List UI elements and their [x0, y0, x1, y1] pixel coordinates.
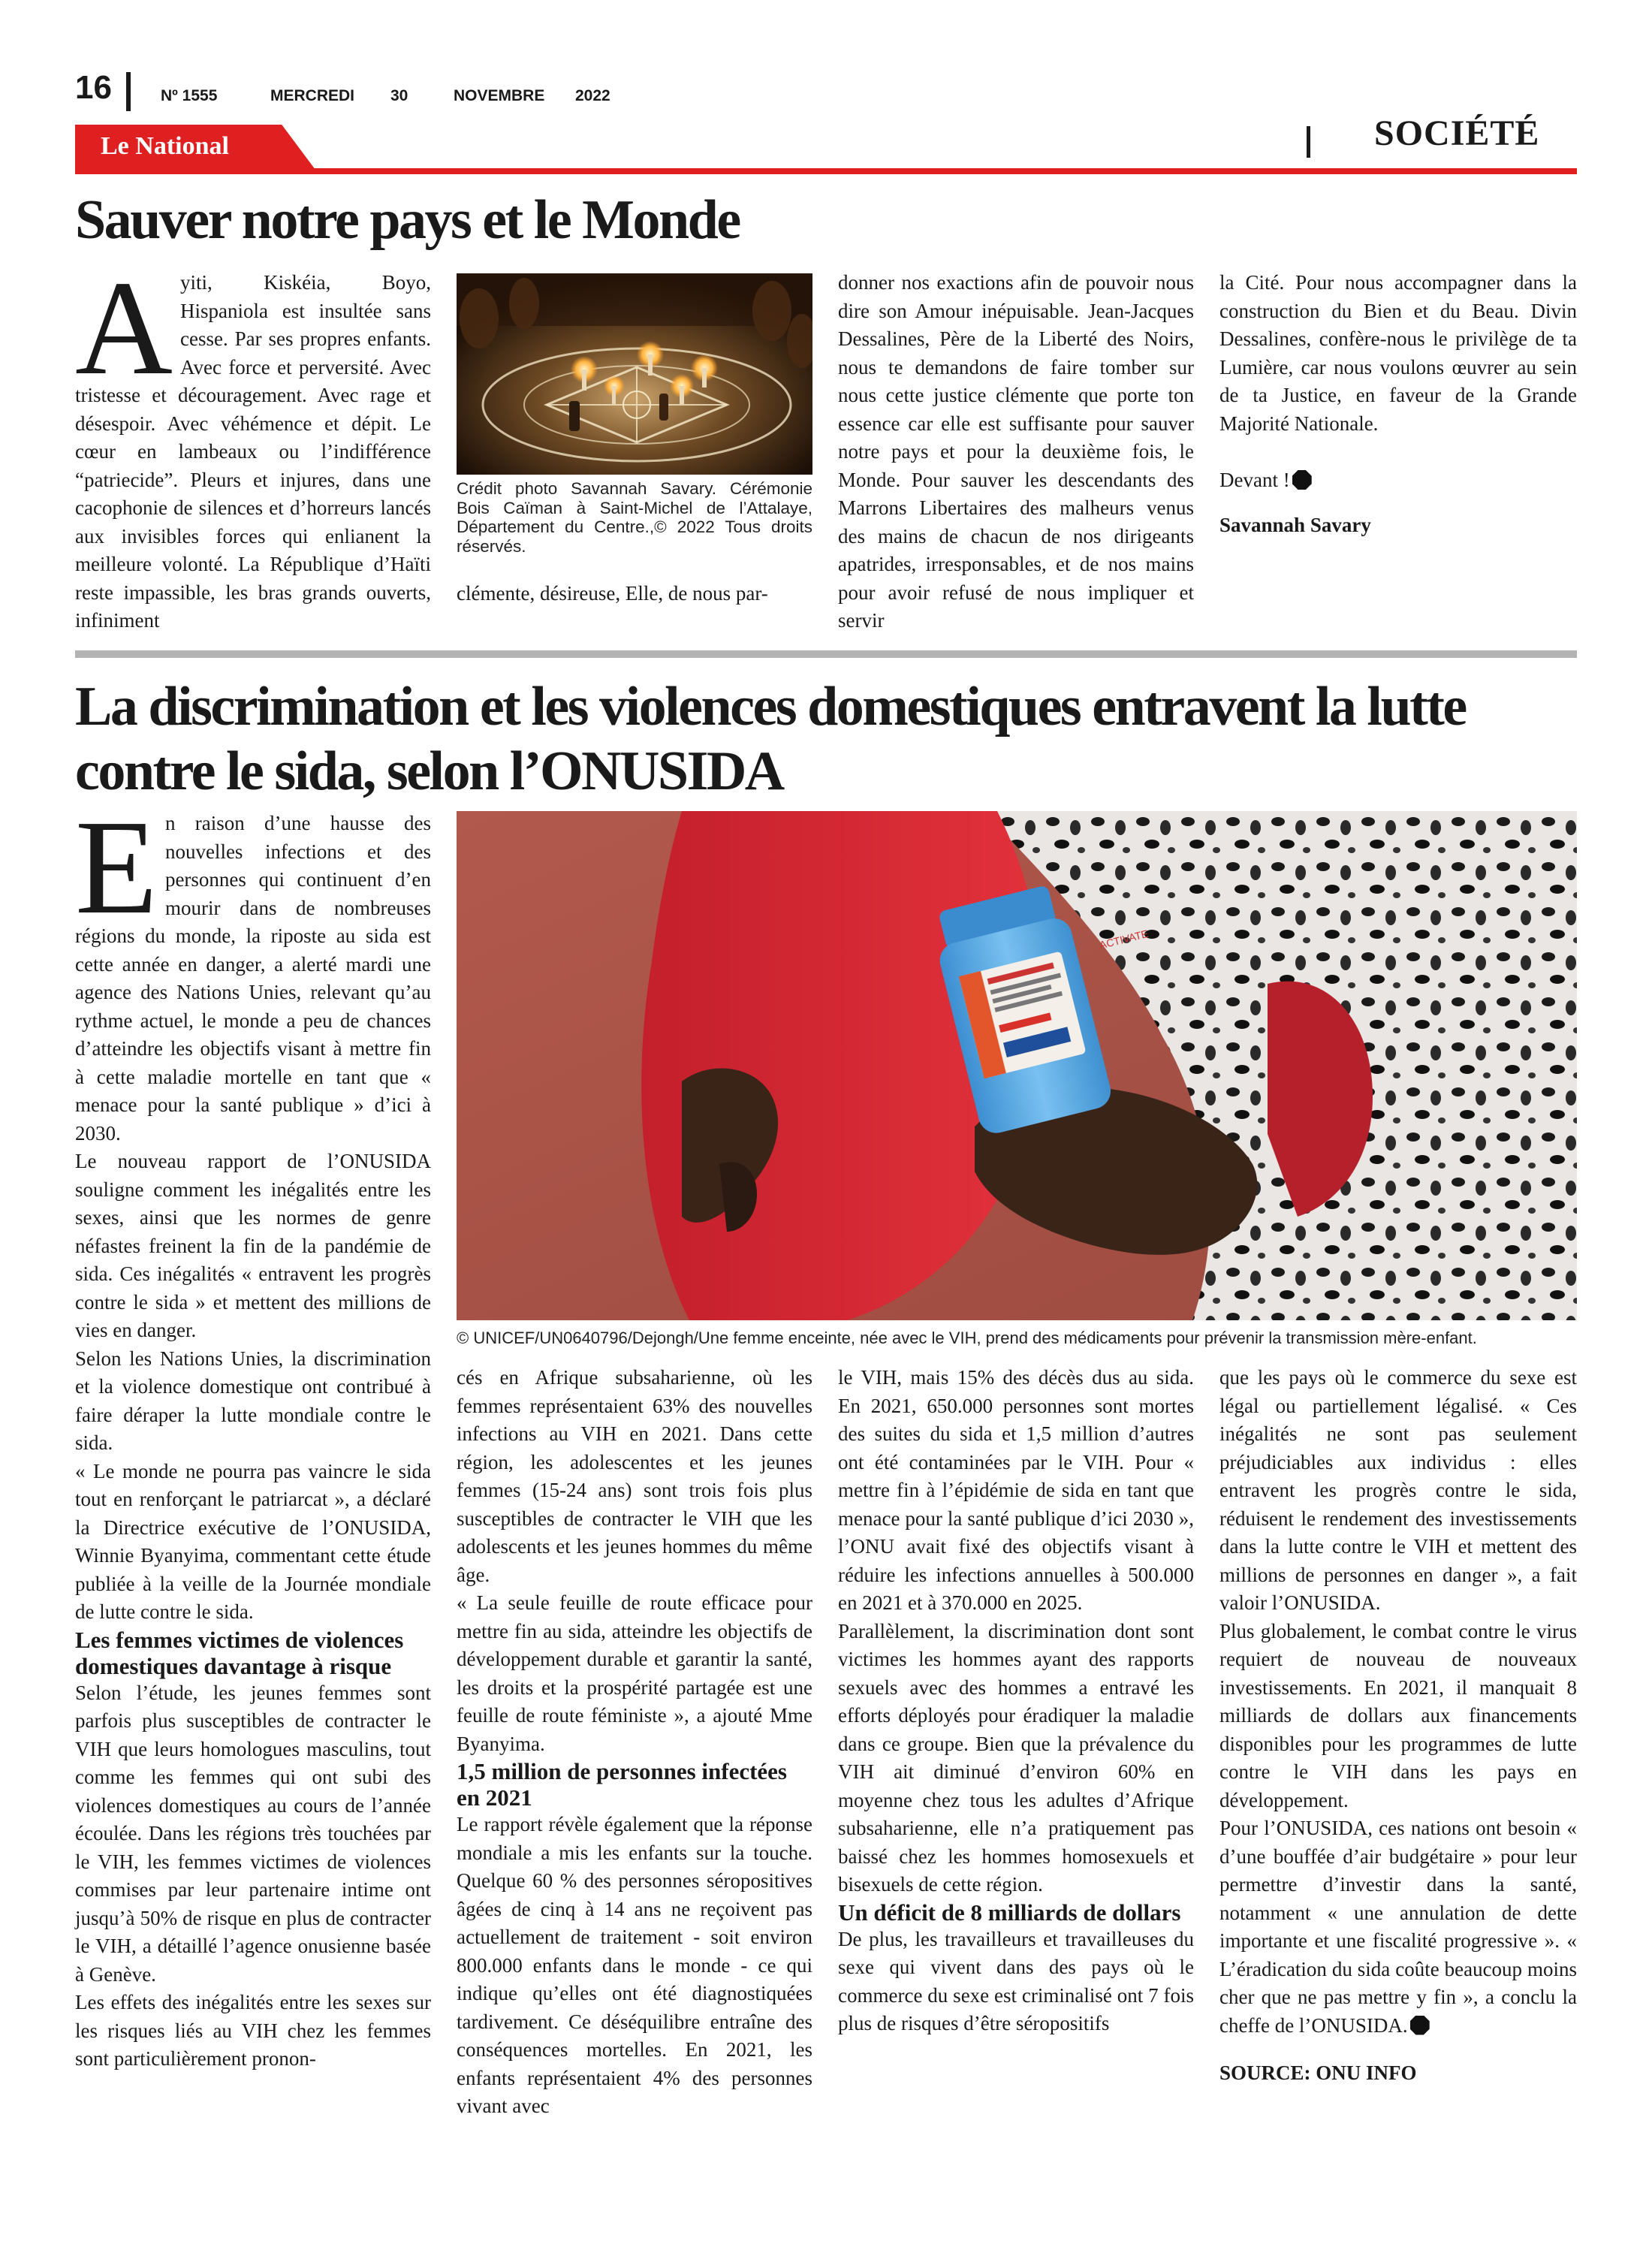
article2-subhead-1: Les femmes victimes de violences domestiques davantage à risque	[75, 1626, 404, 1679]
page-number: 16	[75, 69, 112, 106]
end-mark-icon	[1292, 470, 1312, 490]
ceremony-photo-caption: Crédit photo Savannah Savary. Cérémonie Bois Caïman à Saint-Michel de l’Attalaye, Département du Centre.,© 2022 Tous droits réservés.	[457, 479, 812, 556]
article2-col3-p3: De plus, les travailleurs et travailleuses du sexe qui vivent dans des pays où le commerce du sexe est criminalisé ont 7 fois plus de risques d’être séropositifs	[838, 1927, 1194, 2034]
article1-column-4	[1219, 269, 1577, 539]
article2-source: SOURCE: ONU INFO	[1219, 2061, 1417, 2084]
article2-col1-p3: Selon les Nations Unies, la discrimination et la violence domestique ont contribué à faire déraper la lutte mondiale contre le sida.	[75, 1347, 431, 1454]
article1-closing: Devant !	[1219, 469, 1290, 491]
article2-col4-p3: Pour l’ONUSIDA, ces nations ont besoin « d’une bouffée d’air budgétaire » pour leur permettre d’investir dans la santé, notamment « une annulation de dette importante et une fiscalité progressive ». « L’éradication du sida coûte beaucoup moins cher que ne pas mettre y fin », a conclu la cheffe de l’ONUSIDA.	[1219, 1817, 1577, 2037]
article1-col1-text: yiti, Kiskéia, Boyo, Hispaniola est insultée sans cesse. Par ses propres enfants. Avec force et perversité. Avec tristesse et découragement. Avec rage et désespoir. Avec véhémence et dépit. Le cœur en lambeaux ou l’indifférence “patriecide”. Pleurs et injures, dans une cacophonie de silences et d’horreurs lancés aux invisibles forces qui enlianent la meilleure volonté. La République d’Haïti reste impassible, les bras grands ouverts, infiniment	[75, 271, 431, 632]
header-rule	[75, 168, 1577, 174]
article1-column-3	[838, 269, 1194, 635]
issue-year: 2022	[575, 87, 610, 104]
article1-col2-text: clémente, désireuse, Elle, de nous par-	[457, 582, 768, 605]
article2-col3-p2: Parallèlement, la discrimination dont sont victimes les hommes ayant des rapports sexuels avec des hommes a entravé les efforts déployés pour éradiquer la maladie dans ce groupe. Bien que la prévalence du VIH ait diminué d’environ 60% en moyenne chez tous les adultes d’Afrique subsaharienne, elle n’a pratiquement pas baissé chez les hommes homosexuels et bisexuels de cette région.	[838, 1619, 1194, 1896]
article1-column-1	[75, 253, 431, 635]
brand-name: Le National	[101, 132, 229, 160]
article2-title: La discrimination et les violences domestiques entravent la lutte contre le sida, selon l’ONUSIDA	[75, 676, 1466, 802]
article1-column-2	[457, 580, 812, 608]
article2-col2-p3: Le rapport révèle également que la réponse mondiale a mis les enfants sur la touche. Quelque 60 % des personnes séropositives âgées de cinq à 14 ans ne reçoivent pas actuellement de traitement - soit environ 800.000 enfants dans le monde - ce qui indique qu’elles ont été diagnostiquées tardivement. Ce déséquilibre entraîne des conséquences mortelles. En 2021, les enfants représentaient 4% des personnes vivant avec	[457, 1813, 812, 2117]
article2-column-3	[838, 1364, 1194, 2038]
issue-number: Nº 1555	[161, 87, 218, 104]
article2-dropcap: E	[75, 792, 158, 942]
article-separator	[75, 650, 1577, 658]
article1-title: Sauver notre pays et le Monde	[75, 189, 740, 251]
issue-day: 30	[390, 87, 408, 104]
article2-col1-p4: « Le monde ne pourra pas vaincre le sida tout en renforçant le patriarcat », a déclaré la Directrice exécutive de l’ONUSIDA, Winnie Byanyima, commentant cette étude publiée à la veille de la Journée mondiale de lutte contre le sida.	[75, 1459, 431, 1623]
pregnant-woman-photo-caption: © UNICEF/UN0640796/Dejongh/Une femme enceinte, née avec le VIH, prend des médicaments pour prévenir la transmission mère-enfant.	[457, 1329, 1477, 1347]
article2-col3-p1: le VIH, mais 15% des décès dus au sida. En 2021, 650.000 personnes sont mortes des suites du sida et 1,5 million d’autres ont été contaminées par le VIH. Pour « mettre fin à l’épidémie de sida en tant que menace pour la santé publique d’ici 2030 », l’ONU avait fixé des objectifs visant à réduire les infections annuelles à 500.000 en 2021 et à 370.000 en 2025.	[838, 1366, 1194, 1614]
article2-column-4	[1219, 1364, 1577, 2088]
article1-col4-text: la Cité. Pour nous accompagner dans la construction du Bien et du Beau. Divin Dessalines, confère-nous le privilège de ta Lumière, car nous voulons œuvrer au sein de ta Justice, en faveur de la Grande Majorité Nationale.	[1219, 271, 1577, 435]
article2-col1-p1: n raison d’une hausse des nouvelles infections et des personnes qui continuent d’en mourir dans de nombreuses régions du monde, la riposte au sida est cette année en danger, a alerté mardi une agence des Nations Unies, relevant qu’au rythme actuel, le monde a peu de chances d’atteindre les objectifs visant à mettre fin à cette maladie mortelle en tant que « menace pour la santé publique » d’ici à 2030.	[75, 812, 431, 1145]
article2-column-1	[75, 792, 431, 2074]
article2-col1-p6: Les effets des inégalités entre les sexes sur les risques liés au VIH chez les femmes sont particulièrement pronon-	[75, 1991, 431, 2070]
section-separator	[1307, 126, 1310, 158]
pregnant-woman-photo	[457, 811, 1577, 1320]
article1-col3-text: donner nos exactions afin de pouvoir nous dire son Amour inépuisable. Jean-Jacques Dessalines, Père de la Liberté des Noirs, nous te demandons de faire tomber sur nous cette justice clémente que porte ton essence car elle est suffisante pour sauver notre pays et pour la deuxième fois, le Monde. Pour sauver les descendants des Marrons Libertaires des malheurs venus des mains de chacun de nos dirigeants apatrides, irresponsables, et de nos mains pour avoir refusé de nous impliquer et servir	[838, 271, 1194, 632]
medication-bottle-image	[457, 811, 1577, 1320]
article2-col1-p5: Selon l’étude, les jeunes femmes sont parfois plus susceptibles de contracter le VIH que leurs homologues masculins, tout comme les femmes qui ont subi des violences domestiques au cours de l’année écoulée. Dans les régions très touchées par le VIH, les femmes victimes de violences commises par leur partenaire intime ont jusqu’à 50% de risque en plus de contracter le VIH, a détaillé l’agence onusienne basée à Genève.	[75, 1681, 431, 1986]
bottle-label-text: ACTIVATE	[1098, 927, 1150, 952]
article2-subhead-3: Un déficit de 8 milliards de dollars	[838, 1899, 1181, 1926]
article1-author: Savannah Savary	[1219, 513, 1371, 536]
article2-col2-p2: « La seule feuille de route efficace pour mettre fin au sida, atteindre les objectifs de développement durable et garantir la santé, les droits et la prospérité partagée est une feuille de route féministe », a ajouté Mme Byanyima.	[457, 1591, 812, 1755]
article2-col4-p2: Plus globalement, le combat contre le virus requiert de nouveau de nouveaux investissements. En 2021, il manquait 8 milliards de dollars aux financements disponibles pour les programmes de lutte contre le VIH dans les pays en développement.	[1219, 1619, 1577, 1811]
article2-col1-p2: Le nouveau rapport de l’ONUSIDA souligne comment les inégalités entre les sexes, ainsi que les normes de genre néfastes freinent la fin de la pandémie de sida. Ces inégalités « entravent les progrès contre le sida » et mettent des millions de vies en danger.	[75, 1150, 431, 1341]
article2-col2-p1: cés en Afrique subsaharienne, où les femmes représentaient 63% des nouvelles infections au VIH en 2021. Dans cette région, les adolescentes et les jeunes femmes (15-24 ans) sont trois fois plus susceptibles de contracter le VIH que les adolescents et les jeunes hommes du même âge.	[457, 1366, 812, 1586]
article2-column-2	[457, 1364, 812, 2121]
end-mark-icon	[1410, 2016, 1430, 2035]
ceremony-candles-image	[457, 273, 812, 475]
article2-col4-p1: que les pays où le commerce du sexe est légal ou partiellement légalisé. « Ces inégalités ne sont pas seulement préjudiciables aux individus : elles entravent les progrès contre le sida, réduisent le rendement des investissements dans la lutte contre le VIH et mettent des millions de personnes en danger », a fait valoir l’ONUSIDA.	[1219, 1366, 1577, 1614]
article1-dropcap: A	[75, 253, 173, 403]
page-number-separator	[126, 72, 131, 111]
section-label: SOCIÉTÉ	[1374, 113, 1540, 153]
ceremony-photo	[457, 273, 812, 475]
issue-weekday: MERCREDI	[270, 87, 355, 104]
issue-month: NOVEMBRE	[454, 87, 545, 104]
article2-subhead-2: 1,5 million de personnes infectées en 2021	[457, 1758, 787, 1811]
